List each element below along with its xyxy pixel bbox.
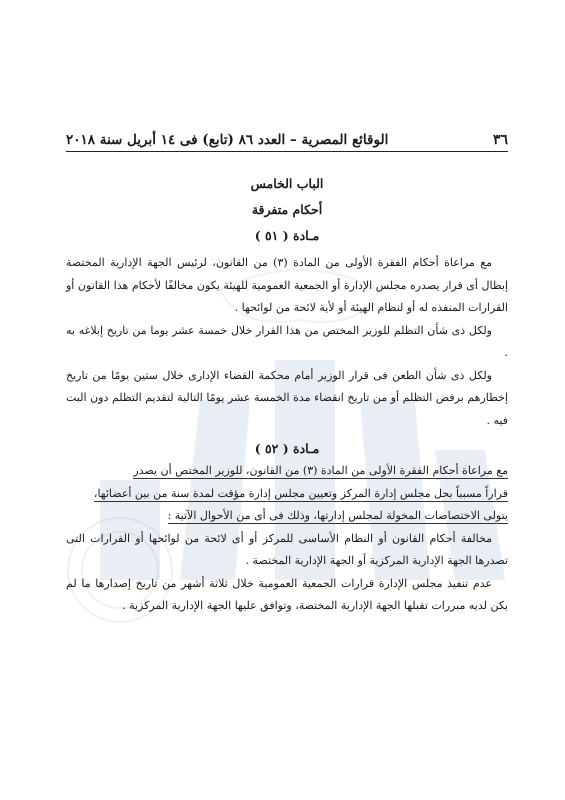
article-52-body bbox=[66, 460, 508, 618]
article-51-body bbox=[66, 252, 508, 432]
document-page bbox=[66, 132, 508, 618]
gazette-title: الوقائع المصرية – العدد ٨٦ (تابع) فى ١٤ أبريل سنة ٢٠١٨ bbox=[66, 132, 389, 148]
article-52-heading: مـادة ( ٥٢ ) bbox=[254, 441, 320, 456]
article-52-paragraph: عدم تنفيذ مجلس الإدارة قرارات الجمعية العمومية خلال ثلاثة أشهر من تاريخ إصدارها ما لم يكن لديه مبررات تقبلها الجهة الإدارية المختصة، وتوافق عليها الجهة الإدارية المركزية . bbox=[66, 576, 508, 612]
article-52-paragraph: مخالفة أحكام القانون أو النظام الأساسى للمركز أو أى لائحة من لوائحها أو القرارات التى تصدرها الجهة الإدارية المركزية أو الجهة الإدارية المختصة . bbox=[66, 531, 508, 567]
article-52-intro-line: مع مراعاة أحكام الفقرة الأولى من المادة (٣) من القانون، للوزير المختص أن يصدر bbox=[133, 464, 508, 477]
chapter-title: الباب الخامس bbox=[250, 176, 324, 191]
article-51-paragraph: ولكل ذى شأن التظلم للوزير المختص من هذا القرار خلال خمسة عشر يوما من تاريخ إبلاغه به . bbox=[66, 323, 508, 359]
article-52-intro-line: يتولى الاختصاصات المخولة لمجلس إدارتها، وذلك فى أى من الأحوال الآتية : bbox=[167, 509, 508, 522]
article-51-paragraph: ولكل ذى شأن الطعن فى قرار الوزير أمام محكمة القضاء الإدارى خلال ستين يومًا من تاريخ إخطارهم برفض التظلم أو من تاريخ انقضاء مدة الخمسة عشر يومًا التالية لتقديم التظلم دون البت فيه . bbox=[66, 368, 508, 427]
page-number: ٣٦ bbox=[492, 132, 508, 148]
article-52-intro-line: قراراً مسبباً بحل مجلس إدارة المركز وتعيين مجلس إدارة مؤقت لمدة سنة من بين أعضائها، bbox=[93, 486, 508, 500]
article-51-paragraph: مع مراعاة أحكام الفقرة الأولى من المادة (٣) من القانون، لرئيس الجهة الإدارية المختصة إبطال أى قرار يصدره مجلس الإدارة أو الجمعية العمومية للهيئة يكون مخالفًا لأحكام هذا القانون أو القرارات المنفذه له أو لنظام الهيئة أو لأية لائحة من لوائحها . bbox=[66, 256, 508, 314]
page-header bbox=[66, 132, 508, 152]
section-title: أحكام متفرقة bbox=[251, 202, 323, 217]
article-51-heading: مـادة ( ٥١ ) bbox=[254, 228, 320, 243]
